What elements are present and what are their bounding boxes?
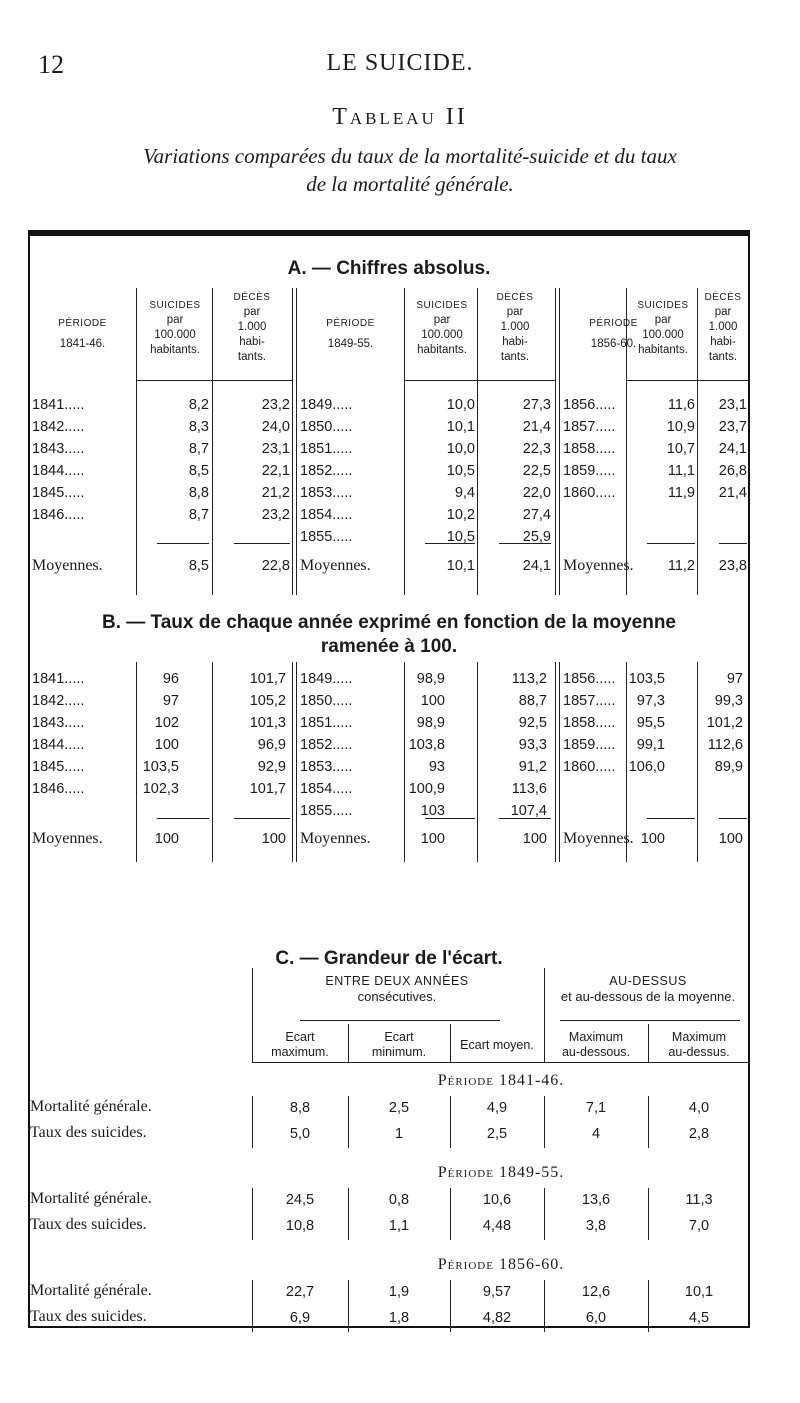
table-cell-ecart: 24,5	[285, 1192, 315, 1208]
mean-cell-deces: 24,1	[522, 558, 551, 574]
table-cell-deces: 23,1	[261, 441, 290, 457]
table-cell-ecart: 5,0	[289, 1126, 311, 1142]
group-around-mean	[544, 974, 752, 1004]
header-rule	[252, 1062, 750, 1063]
table-cell-ecart: 1,1	[388, 1218, 410, 1234]
table-cell-ecart: 4,5	[688, 1310, 710, 1326]
mean-row-label: Moyennes.	[300, 557, 371, 574]
table-cell-suicides-index: 100,9	[408, 781, 445, 797]
column-rule	[626, 288, 627, 595]
table-cell-ecart: 1,9	[388, 1284, 410, 1300]
table-cell-suicides: 11,9	[667, 485, 695, 501]
sum-rule	[499, 818, 551, 819]
table-cell-suicides: 10,5	[446, 529, 475, 545]
sum-rule	[425, 818, 475, 819]
header-rule	[136, 380, 292, 381]
column-rule	[348, 1096, 349, 1148]
table-cell-suicides-index: 100	[420, 693, 445, 709]
table-cell-deces-index: 113,2	[511, 671, 547, 687]
table-cell-deces: 22,5	[522, 463, 551, 479]
table-cell-suicides-index: 106,0	[628, 759, 665, 775]
table-cell-ecart: 6,0	[585, 1310, 607, 1326]
col-header-ecart-max: Ecart maximum.	[271, 1030, 329, 1059]
column-rule	[626, 662, 627, 862]
table-subtitle	[70, 142, 750, 198]
column-rule	[544, 1188, 545, 1240]
column-rule	[559, 288, 560, 595]
section-b-title-line-1: B. — Taux de chaque année exprimé en fonction de la moyenne	[101, 612, 676, 633]
col-header-deces: DÉCÈS par 1.000 habi- tants.	[496, 292, 534, 363]
table-cell-ecart: 10,8	[285, 1218, 315, 1234]
column-rule	[544, 968, 545, 1062]
row-label: Taux des suicides.	[30, 1308, 147, 1325]
column-rule	[450, 1280, 451, 1332]
table-cell-suicides: 10,5	[446, 463, 475, 479]
table-row-year: 1844.....	[32, 737, 85, 753]
table-cell-deces: 23,2	[261, 397, 290, 413]
table-row-year: 1852.....	[300, 737, 353, 753]
mean-row-label: Moyennes.	[32, 830, 103, 847]
table-cell-deces-index: 107,4	[510, 803, 547, 819]
table-cell-suicides-index: 96	[162, 671, 179, 687]
table-cell-ecart: 1	[394, 1126, 404, 1142]
column-rule	[212, 288, 213, 595]
table-row-year: 1855.....	[300, 803, 353, 819]
table-row-year: 1844.....	[32, 463, 85, 479]
table-cell-suicides: 8,2	[188, 397, 209, 413]
table-cell-ecart: 10,1	[684, 1284, 714, 1300]
table-cell-ecart: 10,6	[482, 1192, 512, 1208]
column-rule	[348, 1280, 349, 1332]
column-rule	[648, 1188, 649, 1240]
mean-row-label: Moyennes.	[300, 830, 371, 847]
table-cell-deces: 25,9	[522, 529, 551, 545]
table-cell-suicides-index: 98,9	[416, 671, 445, 687]
table-cell-deces: 21,2	[261, 485, 290, 501]
table-row-year: 1857.....	[563, 693, 616, 709]
sum-rule	[157, 818, 209, 819]
column-rule	[559, 662, 560, 862]
col-header-ecart-min: Ecart minimum.	[371, 1030, 427, 1059]
table-row-year: 1853.....	[300, 759, 353, 775]
table-cell-deces-index: 113,6	[511, 781, 547, 797]
header-rule	[404, 380, 555, 381]
table-cell-deces: 27,3	[522, 397, 551, 413]
table-row-year: 1845.....	[32, 759, 85, 775]
table-cell-deces: 23,7	[718, 419, 747, 435]
table-cell-deces: 22,3	[522, 441, 551, 457]
table-row-year: 1850.....	[300, 693, 353, 709]
mean-cell-suicides: 10,1	[446, 558, 475, 574]
table-row-year: 1850.....	[300, 419, 353, 435]
subtitle-line-1: Variations comparées du taux de la mortalité-suicide et du taux	[143, 144, 677, 168]
table-cell-ecart: 4,0	[688, 1100, 710, 1116]
table-cell-deces: 21,4	[522, 419, 551, 435]
row-label: Taux des suicides.	[30, 1124, 147, 1141]
table-cell-suicides-index: 103	[420, 803, 445, 819]
col-header-suicides: SUICIDES par 100.000 habitants.	[149, 300, 201, 356]
table-row-year: 1851.....	[300, 441, 353, 457]
table-cell-deces-index: 92,5	[518, 715, 547, 731]
table-cell-ecart: 7,1	[585, 1100, 607, 1116]
column-rule	[450, 1096, 451, 1148]
row-label: Mortalité générale.	[30, 1098, 152, 1115]
subtitle-line-2: de la mortalité générale.	[306, 172, 514, 196]
table-row-year: 1859.....	[563, 463, 616, 479]
column-rule	[648, 1096, 649, 1148]
col-header-ecart-moyen: Ecart moyen.	[460, 1038, 534, 1052]
table-cell-suicides: 10,9	[666, 419, 695, 435]
column-rule	[252, 1096, 253, 1148]
table-cell-suicides: 8,5	[188, 463, 209, 479]
page-number: 12	[38, 50, 64, 79]
column-rule	[544, 1096, 545, 1148]
col-header-max-dessus: Maximum au-dessus.	[668, 1030, 730, 1059]
group-between-years-line-1: ENTRE DEUX ANNÉES	[325, 974, 469, 988]
table-cell-suicides: 10,0	[446, 441, 475, 457]
col-header-periode	[298, 316, 403, 352]
table-cell-deces-index: 93,3	[518, 737, 547, 753]
column-rule	[648, 1024, 649, 1062]
col-header-deces: DÉCÈS par 1.000 habi- tants.	[704, 292, 742, 363]
column-rule	[450, 1188, 451, 1240]
mean-cell-suicides: 8,5	[188, 558, 209, 574]
column-rule	[477, 288, 478, 595]
table-row-year: 1841.....	[32, 671, 85, 687]
column-rule	[252, 968, 253, 1062]
table-cell-deces-index: 89,9	[714, 759, 743, 775]
table-row-year: 1846.....	[32, 507, 85, 523]
col-header-periode-label: PÉRIODE	[326, 318, 375, 329]
sum-rule	[234, 543, 290, 544]
column-rule	[404, 662, 405, 862]
col-header-periode-range: 1849-55.	[327, 338, 374, 350]
table-cell-deces-index: 105,2	[249, 693, 286, 709]
table-cell-suicides-index: 103,8	[408, 737, 445, 753]
table-title: Tableau II	[332, 104, 468, 130]
column-rule	[450, 1024, 451, 1062]
column-rule	[296, 662, 297, 862]
sum-rule	[647, 543, 695, 544]
table-cell-suicides-index: 103,5	[142, 759, 179, 775]
table-cell-deces: 26,8	[718, 463, 747, 479]
table-cell-ecart: 22,7	[285, 1284, 315, 1300]
col-header-periode-range: 1856-60.	[590, 338, 637, 350]
table-cell-suicides-index: 93	[428, 759, 445, 775]
table-cell-deces-index: 99,3	[714, 693, 743, 709]
table-cell-suicides-index: 97,3	[636, 693, 665, 709]
col-header-suicides: SUICIDES par 100.000 habitants.	[637, 300, 689, 356]
sum-rule	[234, 818, 290, 819]
table-row-year: 1856.....	[563, 397, 616, 413]
table-row-year: 1852.....	[300, 463, 353, 479]
mean-row-label: Moyennes.	[563, 557, 634, 574]
table-row-year: 1859.....	[563, 737, 616, 753]
table-row-year: 1843.....	[32, 441, 85, 457]
col-header-periode-range: 1841-46.	[59, 338, 106, 350]
table-row-year: 1849.....	[300, 397, 353, 413]
section-a-title: A. — Chiffres absolus.	[287, 258, 491, 279]
period-label: Période 1841-46.	[437, 1072, 565, 1089]
table-cell-deces-index: 96,9	[257, 737, 286, 753]
table-cell-suicides-index: 102	[154, 715, 179, 731]
table-cell-ecart: 9,57	[482, 1284, 512, 1300]
mean-cell-suicides-index: 100	[640, 831, 665, 847]
table-cell-ecart: 12,6	[581, 1284, 611, 1300]
table-cell-suicides-index: 100	[154, 737, 179, 753]
mean-cell-suicides-index: 100	[420, 831, 445, 847]
table-row-year: 1853.....	[300, 485, 353, 501]
table-cell-ecart: 13,6	[581, 1192, 611, 1208]
header-rule	[626, 380, 750, 381]
table-cell-deces-index: 88,7	[518, 693, 547, 709]
table-row-year: 1857.....	[563, 419, 616, 435]
column-rule	[544, 1280, 545, 1332]
table-cell-ecart: 2,5	[486, 1126, 508, 1142]
col-header-max-dessous: Maximum au-dessous.	[561, 1030, 631, 1059]
table-cell-suicides: 11,1	[667, 463, 695, 479]
table-cell-deces: 23,2	[261, 507, 290, 523]
column-rule	[252, 1188, 253, 1240]
table-cell-suicides: 9,4	[454, 485, 475, 501]
table-cell-deces-index: 101,3	[249, 715, 286, 731]
period-label: Période 1856-60.	[437, 1256, 565, 1273]
section-b-title-line-2: ramenée à 100.	[320, 636, 458, 657]
column-rule	[555, 662, 556, 862]
mean-cell-suicides: 11,2	[667, 558, 695, 574]
table-cell-deces: 24,0	[261, 419, 290, 435]
group-rule	[300, 1020, 500, 1021]
table-cell-deces: 27,4	[522, 507, 551, 523]
table-row-year: 1845.....	[32, 485, 85, 501]
table-cell-ecart: 4,9	[486, 1100, 508, 1116]
group-around-mean-line-2: et au-dessous de la moyenne.	[560, 989, 736, 1004]
table-cell-suicides-index: 97	[162, 693, 179, 709]
table-cell-suicides: 10,1	[446, 419, 475, 435]
table-cell-deces: 22,1	[261, 463, 290, 479]
table-cell-deces: 21,4	[718, 485, 747, 501]
column-rule	[348, 1188, 349, 1240]
col-header-deces: DÉCÈS par 1.000 habi- tants.	[233, 292, 271, 363]
table-row-year: 1854.....	[300, 507, 353, 523]
table-cell-suicides-index: 103,5	[628, 671, 665, 687]
sum-rule	[719, 543, 747, 544]
table-cell-deces-index: 92,9	[257, 759, 286, 775]
table-cell-ecart: 7,0	[688, 1218, 710, 1234]
table-cell-suicides-index: 95,5	[636, 715, 665, 731]
mean-cell-deces-index: 100	[522, 831, 547, 847]
column-rule	[404, 288, 405, 595]
table-row-year: 1846.....	[32, 781, 85, 797]
table-cell-ecart: 4,82	[482, 1310, 512, 1326]
column-rule	[292, 288, 293, 595]
table-row-year: 1851.....	[300, 715, 353, 731]
table-row-year: 1855.....	[300, 529, 353, 545]
table-cell-ecart: 11,3	[685, 1192, 713, 1208]
column-rule	[292, 662, 293, 862]
table-cell-ecart: 3,8	[585, 1218, 607, 1234]
table-row-year: 1842.....	[32, 419, 85, 435]
group-between-years	[252, 974, 542, 1004]
table-cell-ecart: 8,8	[289, 1100, 311, 1116]
table-cell-deces-index: 112,6	[707, 737, 743, 753]
column-rule	[555, 288, 556, 595]
table-cell-deces-index: 101,7	[249, 781, 286, 797]
column-rule	[697, 288, 698, 595]
mean-cell-suicides-index: 100	[154, 831, 179, 847]
table-row-year: 1856.....	[563, 671, 616, 687]
running-title: LE SUICIDE.	[326, 50, 474, 76]
sum-rule	[719, 818, 747, 819]
table-cell-suicides: 8,8	[188, 485, 209, 501]
period-label: Période 1849-55.	[437, 1164, 565, 1181]
group-rule	[560, 1020, 740, 1021]
table-cell-deces-index: 91,2	[518, 759, 547, 775]
table-cell-suicides: 8,3	[188, 419, 209, 435]
table-cell-deces: 24,1	[718, 441, 747, 457]
table-cell-suicides: 10,0	[446, 397, 475, 413]
table-cell-deces: 23,1	[718, 397, 747, 413]
mean-cell-deces-index: 100	[261, 831, 286, 847]
column-rule	[212, 662, 213, 862]
table-row-year: 1860.....	[563, 485, 616, 501]
table-row-year: 1858.....	[563, 441, 616, 457]
col-header-periode-label: PÉRIODE	[589, 318, 638, 329]
table-row-year: 1841.....	[32, 397, 85, 413]
table-cell-suicides: 10,2	[446, 507, 475, 523]
column-rule	[477, 662, 478, 862]
section-c-title: C. — Grandeur de l'écart.	[275, 948, 503, 969]
sum-rule	[157, 543, 209, 544]
sum-rule	[499, 543, 551, 544]
row-label: Taux des suicides.	[30, 1216, 147, 1233]
col-header-suicides: SUICIDES par 100.000 habitants.	[416, 300, 468, 356]
table-cell-suicides-index: 99,1	[636, 737, 665, 753]
column-rule	[136, 288, 137, 595]
row-label: Mortalité générale.	[30, 1190, 152, 1207]
table-cell-deces-index: 101,2	[706, 715, 743, 731]
table-cell-suicides: 8,7	[188, 441, 209, 457]
table-cell-ecart: 0,8	[388, 1192, 410, 1208]
table-cell-deces-index: 101,7	[249, 671, 286, 687]
table-row-year: 1858.....	[563, 715, 616, 731]
column-rule	[697, 662, 698, 862]
column-rule	[348, 1024, 349, 1062]
table-cell-ecart: 4	[591, 1126, 601, 1142]
table-cell-suicides: 11,6	[667, 397, 695, 413]
group-between-years-line-2: consécutives.	[357, 989, 437, 1004]
mean-cell-deces-index: 100	[718, 831, 743, 847]
column-rule	[296, 288, 297, 595]
table-cell-ecart: 1,8	[388, 1310, 410, 1326]
row-label: Mortalité générale.	[30, 1282, 152, 1299]
column-rule	[648, 1280, 649, 1332]
table-cell-suicides-index: 98,9	[416, 715, 445, 731]
table-cell-ecart: 4,48	[482, 1218, 512, 1234]
table-cell-suicides: 10,7	[666, 441, 695, 457]
table-cell-ecart: 6,9	[289, 1310, 311, 1326]
mean-row-label: Moyennes.	[563, 830, 634, 847]
group-around-mean-line-1: AU-DESSUS	[609, 974, 687, 988]
table-cell-suicides-index: 102,3	[142, 781, 179, 797]
table-row-year: 1843.....	[32, 715, 85, 731]
mean-cell-deces: 23,8	[718, 558, 747, 574]
table-cell-suicides: 8,7	[188, 507, 209, 523]
column-rule	[136, 662, 137, 862]
sum-rule	[425, 543, 475, 544]
table-cell-ecart: 2,5	[388, 1100, 410, 1116]
mean-row-label: Moyennes.	[32, 557, 103, 574]
table-row-year: 1849.....	[300, 671, 353, 687]
col-header-periode	[30, 316, 135, 352]
table-cell-deces: 22,0	[522, 485, 551, 501]
mean-cell-deces: 22,8	[261, 558, 290, 574]
table-cell-deces-index: 97	[726, 671, 743, 687]
table-row-year: 1842.....	[32, 693, 85, 709]
table-row-year: 1860.....	[563, 759, 616, 775]
sum-rule	[647, 818, 695, 819]
col-header-periode-label: PÉRIODE	[58, 318, 107, 329]
table-cell-ecart: 2,8	[688, 1126, 710, 1142]
column-rule	[252, 1280, 253, 1332]
table-row-year: 1854.....	[300, 781, 353, 797]
